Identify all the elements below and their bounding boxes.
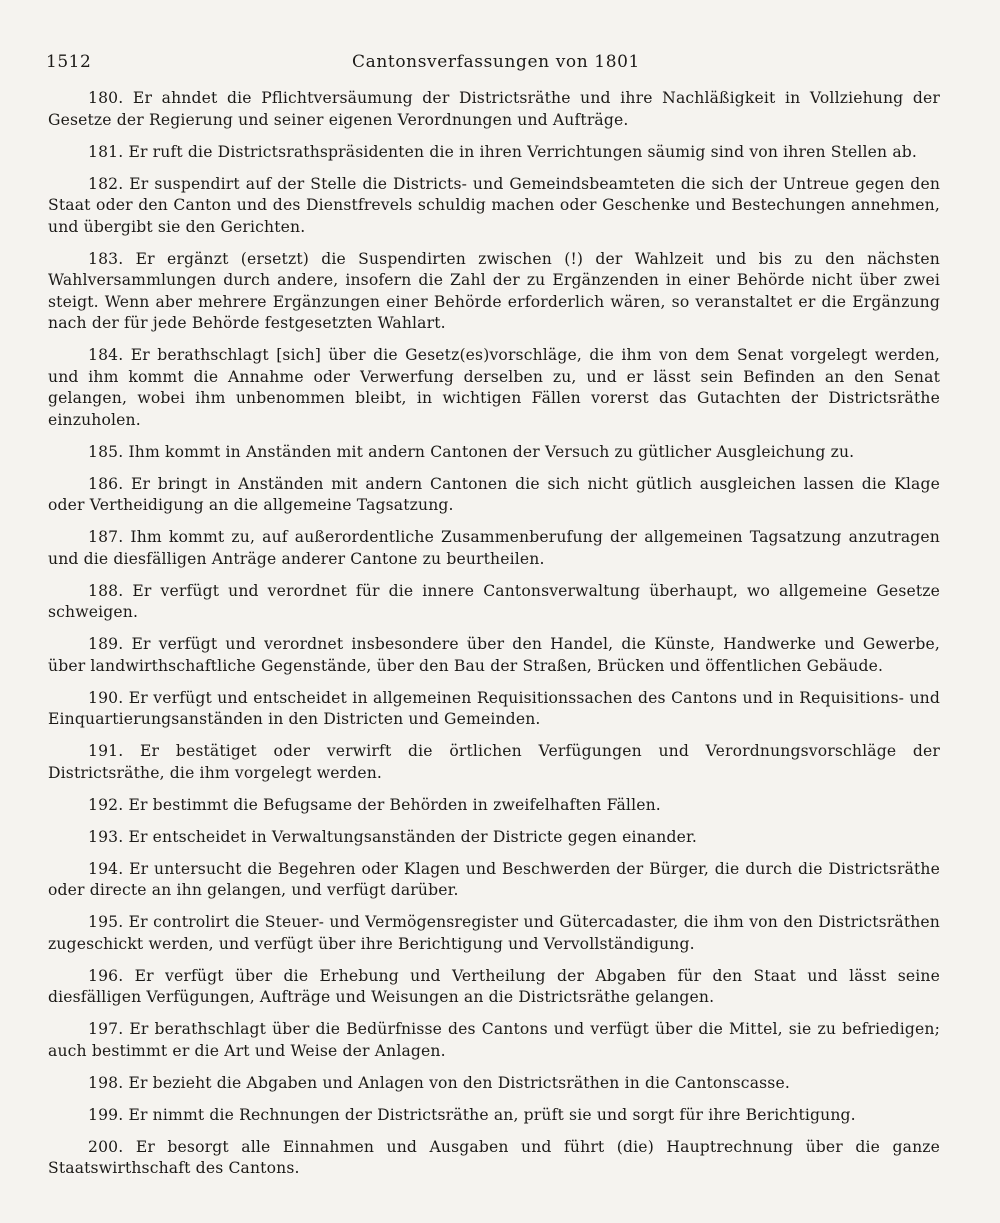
article-text: Er ruft die Districtsrathspräsidenten die in ihren Verrichtungen säumig sind von ihren Stellen ab. xyxy=(128,142,918,161)
article-number: 197. xyxy=(88,1020,124,1038)
article-number: 182. xyxy=(88,174,124,193)
article-text: Er bestimmt die Befugsame der Behörden in zweifelhaften Fällen. xyxy=(128,795,661,814)
article-paragraph xyxy=(48,1105,940,1127)
article-text: Er ergänzt (ersetzt) die Suspendirten zwischen (!) der Wahlzeit und bis zu den nächsten Wahlversammlungen durch andere, insofern die Zahl der zu Ergänzenden in einer Behörde nicht über zwei steigt. Wenn aber mehrere Ergänzungen einer Behörde erforderlich wären, so veranstaltet er die Ergänzung nach der für jede Behörde festgesetzten Wahlart. xyxy=(48,249,940,332)
article-text: Er besorgt alle Einnahmen und Ausgaben und führt (die) Hauptrechnung über die ganze Staatswirthschaft des Cantons. xyxy=(48,1137,941,1177)
article-text: Er berathschlagt über die Bedürfnisse des Cantons und verfügt über die Mittel, sie zu befriedigen; auch bestimmt er die Art und Weise der Anlagen. xyxy=(48,1020,940,1060)
article-paragraph xyxy=(48,827,940,849)
article-paragraph xyxy=(48,741,940,784)
article-number: 184. xyxy=(88,346,124,364)
article-number: 196. xyxy=(88,966,124,985)
article-paragraph xyxy=(48,688,940,731)
article-number: 187. xyxy=(88,528,124,546)
article-text: Er entscheidet in Verwaltungsanständen der Districte gegen einander. xyxy=(128,827,697,846)
article-text: Er bestätiget oder verwirft die örtlichen Verfügungen und Verordnungsvorschläge der Districtsräthe, die ihm vorgelegt werden. xyxy=(48,742,940,782)
article-paragraph xyxy=(48,1019,940,1062)
article-number: 185. xyxy=(88,442,124,461)
article-text: Er nimmt die Rechnungen der Districtsräthe an, prüft sie und sorgt für ihre Berichtigung. xyxy=(128,1105,856,1124)
article-number: 193. xyxy=(88,827,124,846)
page-number: 1512 xyxy=(46,52,92,72)
article-paragraph xyxy=(48,142,940,164)
page-header xyxy=(46,52,946,82)
article-number: 181. xyxy=(88,142,124,161)
article-number: 183. xyxy=(88,249,124,268)
article-paragraph xyxy=(48,634,940,677)
article-paragraph xyxy=(48,527,940,570)
article-number: 199. xyxy=(88,1105,124,1124)
article-text: Er verfügt und verordnet insbesondere über den Handel, die Künste, Handwerke und Gewerbe, über landwirthschaftliche Gegenstände, über den Bau der Straßen, Brücken und öffentlichen Gebäude. xyxy=(48,635,940,675)
article-number: 188. xyxy=(88,581,124,600)
article-text: Er berathschlagt [sich] über die Gesetz(es)vorschläge, die ihm von dem Senat vorgelegt werden, und ihm kommt die Annahme oder Verwerfung derselben zu, und er lässt sein Befinden an den Senat gelangen, wobei ihm unbenommen bleibt, in wichtigen Fällen vorerst das Gutachten der Districtsräthe einzuholen. xyxy=(48,346,941,429)
article-number: 189. xyxy=(88,635,124,653)
article-number: 195. xyxy=(88,913,124,931)
article-number: 192. xyxy=(88,795,124,814)
article-number: 198. xyxy=(88,1073,124,1092)
article-paragraph xyxy=(48,581,940,624)
article-number: 180. xyxy=(88,89,124,107)
article-text: Er verfügt über die Erhebung und Vertheilung der Abgaben für den Staat und lässt seine diesfälligen Verfügungen, Aufträge und Weisungen an die Districtsräthe gelangen. xyxy=(48,966,940,1006)
article-text: Er suspendirt auf der Stelle die Districts- und Gemeindsbeamteten die sich der Untreue gegen den Staat oder den Canton und des Dienstfrevels schuldig machen oder Geschenke und Bestechungen annehmen, und übergibt sie den Gerichten. xyxy=(48,174,941,236)
article-text: Er controlirt die Steuer- und Vermögensregister und Gütercadaster, die ihm von den Districtsräthen zugeschickt werden, und verfügt über ihre Berichtigung und Vervollständigung. xyxy=(48,913,940,953)
running-title: Cantonsverfassungen von 1801 xyxy=(352,52,640,72)
article-number: 186. xyxy=(88,474,124,493)
article-paragraph xyxy=(48,345,940,431)
article-paragraph xyxy=(48,474,940,517)
article-text: Ihm kommt zu, auf außerordentliche Zusammenberufung der allgemeinen Tagsatzung anzutragen und die diesfälligen Anträge anderer Cantone zu beurtheilen. xyxy=(48,528,940,568)
article-paragraph xyxy=(48,859,940,902)
article-number: 194. xyxy=(88,859,124,878)
article-text: Er verfügt und entscheidet in allgemeinen Requisitionssachen des Cantons und in Requisitions- und Einquartierungsanständen in den Districten und Gemeinden. xyxy=(48,688,940,728)
article-number: 200. xyxy=(88,1137,124,1156)
articles-list xyxy=(48,88,940,1190)
article-text: Er verfügt und verordnet für die innere Cantonsverwaltung überhaupt, wo allgemeine Gesetze schweigen. xyxy=(48,581,941,621)
article-paragraph xyxy=(48,249,940,335)
article-paragraph xyxy=(48,442,940,464)
article-paragraph xyxy=(48,88,940,131)
article-paragraph xyxy=(48,174,940,239)
article-paragraph xyxy=(48,1137,940,1180)
article-paragraph xyxy=(48,966,940,1009)
article-text: Er bezieht die Abgaben und Anlagen von den Districtsräthen in die Cantonscasse. xyxy=(128,1073,790,1092)
article-text: Er ahndet die Pflichtversäumung der Districtsräthe und ihre Nachläßigkeit in Vollziehung der Gesetze der Regierung und seiner eigenen Verordnungen und Aufträge. xyxy=(48,89,940,129)
article-number: 191. xyxy=(88,742,124,760)
article-paragraph xyxy=(48,795,940,817)
article-text: Ihm kommt in Anständen mit andern Cantonen der Versuch zu gütlicher Ausgleichung zu. xyxy=(128,442,855,461)
article-paragraph xyxy=(48,912,940,955)
article-text: Er untersucht die Begehren oder Klagen und Beschwerden der Bürger, die durch die Districtsräthe oder directe an ihn gelangen, und verfügt darüber. xyxy=(48,859,940,899)
article-text: Er bringt in Anständen mit andern Cantonen die sich nicht gütlich ausgleichen lassen die Klage oder Vertheidigung an die allgemeine Tagsatzung. xyxy=(48,474,940,514)
article-number: 190. xyxy=(88,688,124,707)
article-paragraph xyxy=(48,1073,940,1095)
